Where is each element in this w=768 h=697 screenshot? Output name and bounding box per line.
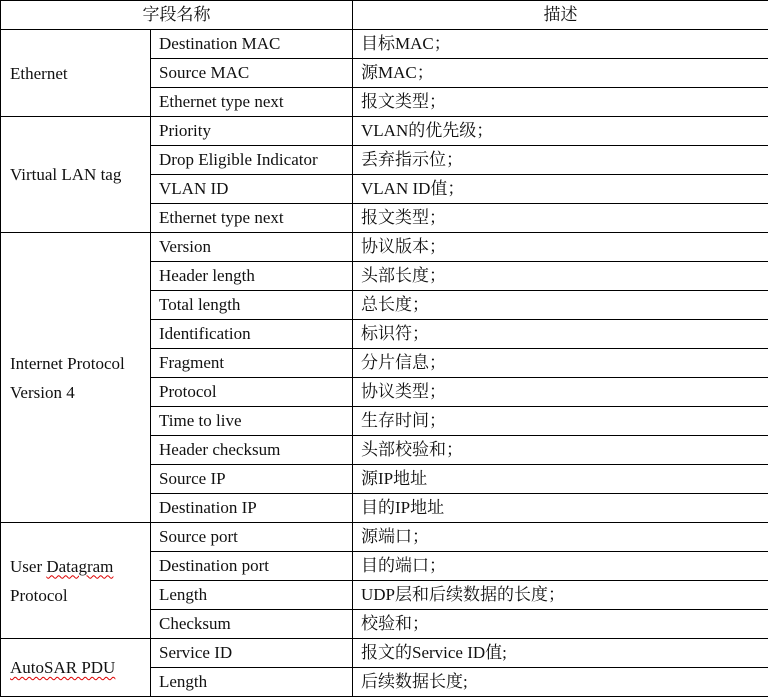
field-description-cell: UDP层和后续数据的长度； [353,581,768,610]
protocol-layer-name-line [10,552,150,581]
field-description-cell: VLAN ID值； [353,175,768,204]
field-name-cell: Ethernet type next [151,88,353,117]
field-description-cell: 丢弃指示位； [353,146,768,175]
field-description-cell: VLAN的优先级； [353,117,768,146]
field-description-cell: 源MAC； [353,59,768,88]
field-description-cell: 源IP地址 [353,465,768,494]
protocol-layer-cell [1,233,151,523]
field-description-cell: 目的IP地址 [353,494,768,523]
field-name-cell: Checksum [151,610,353,639]
header-field-name: 字段名称 [1,1,353,30]
field-description-cell: 报文的Service ID值; [353,639,768,668]
protocol-layer-name-line: Protocol [10,585,68,605]
field-name-cell: Priority [151,117,353,146]
field-description-cell: 目标MAC； [353,30,768,59]
table-row [1,117,768,146]
field-description-cell: 生存时间； [353,407,768,436]
field-name-cell: Length [151,581,353,610]
field-name-cell: Header checksum [151,436,353,465]
field-name-cell: Time to live [151,407,353,436]
field-description-cell: 总长度； [353,291,768,320]
field-description-cell: 分片信息； [353,349,768,378]
field-description-cell: 头部校验和； [353,436,768,465]
table-row [1,30,768,59]
table-body [1,30,768,697]
field-name-cell: Drop Eligible Indicator [151,146,353,175]
protocol-layer-name-line: Ethernet [10,63,68,83]
field-name-cell: Ethernet type next [151,204,353,233]
field-description-cell: 校验和； [353,610,768,639]
spellcheck-underlined-word: Datagram [46,556,114,576]
field-description-cell: 报文类型； [353,204,768,233]
table-row [1,523,768,552]
field-name-cell: Fragment [151,349,353,378]
field-description-cell: 报文类型； [353,88,768,117]
field-description-cell: 源端口； [353,523,768,552]
field-name-cell: Version [151,233,353,262]
field-name-cell: Identification [151,320,353,349]
field-description-cell: 后续数据长度; [353,668,768,697]
protocol-layer-cell [1,639,151,697]
table-row [1,233,768,262]
field-name-cell: Source IP [151,465,353,494]
protocol-layer-cell [1,523,151,639]
field-name-cell: Destination MAC [151,30,353,59]
protocol-layer-cell [1,30,151,117]
protocol-layer-name-line: Internet Protocol [10,353,125,373]
table-row [1,639,768,668]
field-name-cell: Length [151,668,353,697]
field-description-cell: 标识符； [353,320,768,349]
protocol-layer-cell [1,117,151,233]
layer-name-part: User [10,556,47,576]
field-description-cell: 头部长度； [353,262,768,291]
field-description-cell: 协议类型； [353,378,768,407]
field-name-cell: Source MAC [151,59,353,88]
protocol-layer-name-line: AutoSAR PDU [10,658,116,677]
protocol-layer-name-line: Virtual LAN tag [10,165,122,184]
field-name-cell: Service ID [151,639,353,668]
field-name-cell: VLAN ID [151,175,353,204]
field-name-cell: Header length [151,262,353,291]
field-description-cell: 协议版本； [353,233,768,262]
protocol-layer-name-line: Version 4 [10,382,75,402]
header-row [1,1,768,30]
field-name-cell: Destination port [151,552,353,581]
field-name-cell: Destination IP [151,494,353,523]
header-description: 描述 [353,1,768,30]
field-description-cell: 目的端口； [353,552,768,581]
field-name-cell: Total length [151,291,353,320]
field-name-cell: Source port [151,523,353,552]
field-name-cell: Protocol [151,378,353,407]
